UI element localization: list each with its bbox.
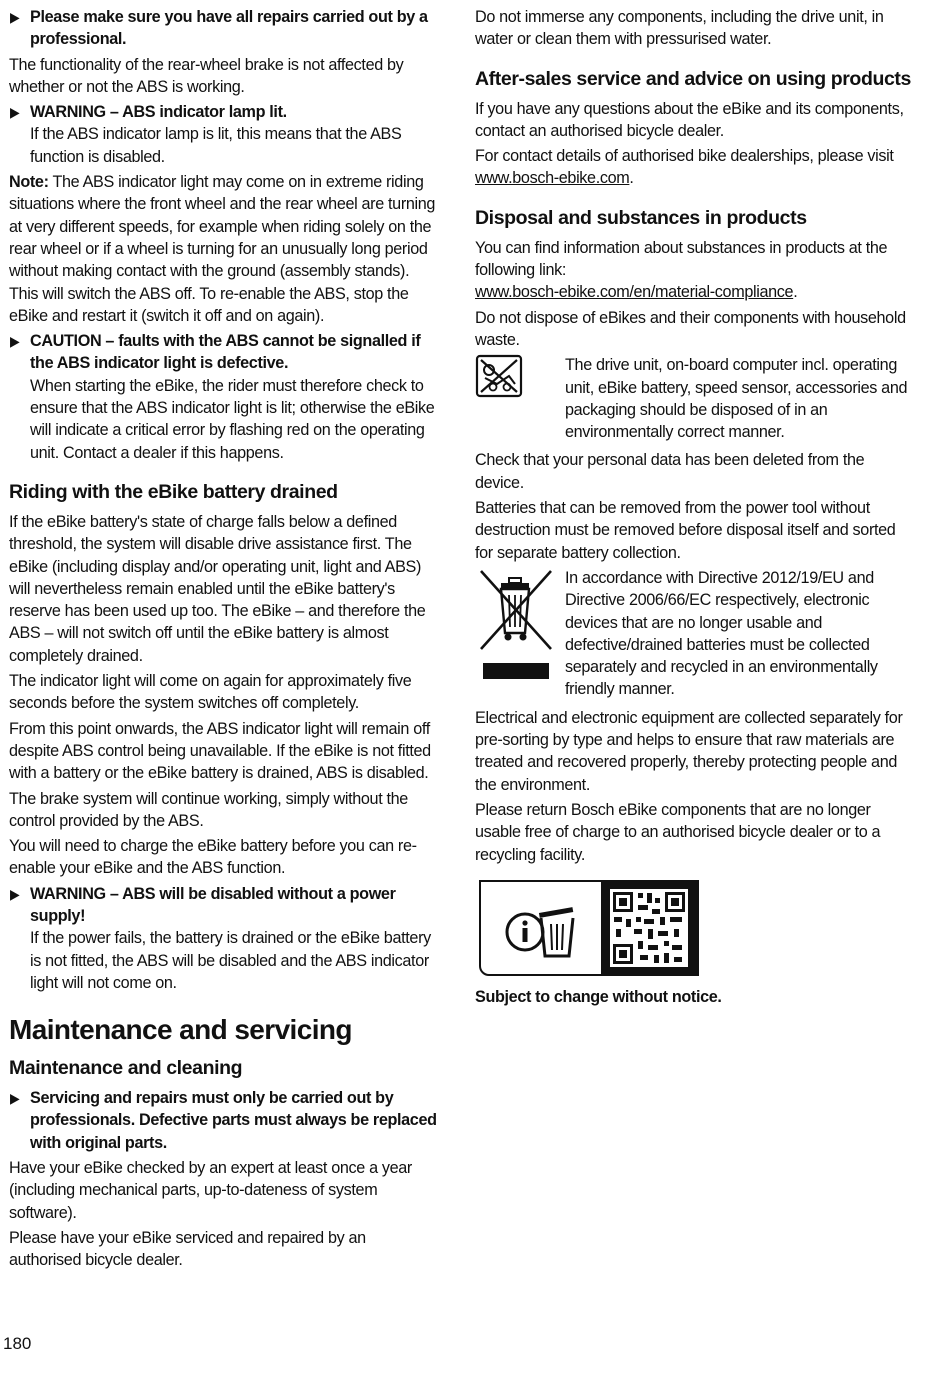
paragraph: [475, 145, 911, 190]
heading-after-sales: After-sales service and advice on using products: [475, 67, 911, 90]
paragraph: Batteries that can be removed from the power tool without destruction must be removed before disposal itself and sorted for separate battery collection.: [475, 499, 896, 562]
bullet-lead: WARNING – ABS indicator lamp lit.: [30, 103, 287, 122]
paragraph: If you have any questions about the eBike and its components, contact an authorised bicycle dealer.: [475, 99, 904, 140]
text: .: [793, 283, 798, 302]
heading-disposal: Disposal and substances in products: [475, 206, 807, 229]
bullet-body: If the ABS indicator lamp is lit, this means that the ABS function is disabled.: [30, 125, 402, 166]
paragraph: Do not dispose of eBikes and their components with household waste.: [475, 308, 906, 349]
no-household-waste-icon: [475, 354, 565, 446]
bullet-text: Please make sure you have all repairs carried out by a professional.: [30, 8, 428, 49]
disposal-icon-row: [475, 354, 911, 446]
material-compliance-link[interactable]: www.bosch-ebike.com/en/material-compliance: [475, 283, 794, 302]
paragraph: From this point onwards, the ABS indicator light will remain off despite ABS control being unavailable. If the eBike is not fitted with a battery or the eBike battery is drained, ABS is disabled.: [9, 719, 431, 783]
footer-notice: Subject to change without notice.: [475, 987, 722, 1006]
paragraph: The functionality of the rear-wheel brake is not affected by whether or not the ABS is working.: [9, 55, 404, 96]
text: .: [629, 169, 634, 188]
paragraph: Please return Bosch eBike components that are no longer usable free of charge to an authorised bicycle dealer or to a recycling facility.: [475, 800, 881, 864]
paragraph: Please have your eBike serviced and repaired by an authorised bicycle dealer.: [9, 1228, 366, 1270]
recycling-info-badge: [479, 880, 699, 976]
paragraph: You will need to charge the eBike battery before you can re-enable your eBike and the ABS function.: [9, 837, 417, 878]
crossed-bin-icon: [475, 567, 565, 704]
paragraph: [475, 237, 911, 304]
bullet-triangle-icon: ▶: [10, 1090, 20, 1107]
icon-text: The drive unit, on-board computer incl. operating unit, eBike battery, speed sensor, accessories and packaging should be disposed of in an environmentally correct manner.: [565, 356, 908, 442]
bullet-body: When starting the eBike, the rider must therefore check to ensure that the ABS indicator light is lit; otherwise the eBike will indicate a critical error by flashing red on the operating unit. Contact a dealer if this happens.: [30, 376, 435, 462]
bosch-ebike-link[interactable]: www.bosch-ebike.com: [475, 169, 630, 188]
bullet-triangle-icon: ▶: [10, 104, 20, 121]
bullet-triangle-icon: ▶: [10, 885, 20, 902]
paragraph: The brake system will continue working, simply without the control provided by the ABS.: [9, 789, 408, 830]
paragraph: If the eBike battery's state of charge falls below a defined threshold, the system will disable drive assistance first. The eBike (including display and/or operating unit, light and ABS) will nevertheless remain enabled until the eBike battery's reserve has been used up too. The eBike – and therefore the ABS – will not switch off until the eBike battery is almost completely drained.: [9, 512, 426, 665]
paragraph: Check that your personal data has been deleted from the device.: [475, 451, 865, 492]
bullet-triangle-icon: ▶: [10, 333, 20, 350]
bullet-body: If the power fails, the battery is drained or the eBike battery is not fitted, the ABS will be disabled and the ABS indicator light will not come on.: [30, 929, 431, 992]
bullet-warning-lamp: [9, 101, 441, 168]
left-column: [9, 6, 441, 1275]
right-column: [475, 6, 911, 1011]
heading-battery-drained: Riding with the eBike battery drained: [9, 480, 338, 503]
bullet-servicing: [9, 1087, 441, 1154]
bullet-text: Servicing and repairs must only be carried out by professionals. Defective parts must always be replaced with original parts.: [30, 1089, 437, 1152]
weee-icon-row: [475, 567, 911, 704]
note-paragraph: [9, 171, 441, 327]
page-number: 180: [3, 1334, 32, 1353]
bullet-warning-power: [9, 883, 441, 994]
text: You can find information about substances in products at the following link:: [475, 238, 888, 280]
paragraph: Do not immerse any components, including the drive unit, in water or clean them with pressurised water.: [475, 8, 884, 49]
paragraph: Electrical and electronic equipment are collected separately for pre-sorting by type and helps to ensure that raw materials are treated and recovered properly, thereby protecting people and the environment.: [475, 708, 903, 794]
icon-text: In accordance with Directive 2012/19/EU and Directive 2006/66/EC respectively, electronic devices that are no longer usable and defective/drained batteries must be collected separately and recycled in an environmentally friendly manner.: [565, 568, 878, 699]
note-label: Note:: [9, 173, 49, 192]
paragraph: Have your eBike checked by an expert at least once a year (including mechanical parts, up-to-dateness of system software).: [9, 1159, 412, 1222]
info-bin-icon: [481, 882, 601, 974]
text: For contact details of authorised bike dealerships, please visit: [475, 147, 894, 166]
qr-code[interactable]: [601, 882, 697, 974]
heading-maintenance-cleaning: Maintenance and cleaning: [9, 1057, 243, 1080]
bullet-triangle-icon: ▶: [10, 9, 20, 25]
bullet-repairs: [9, 6, 441, 51]
bullet-lead: CAUTION – faults with the ABS cannot be signalled if the ABS indicator light is defective.: [30, 332, 421, 373]
paragraph: The indicator light will come on again for approximately five seconds before the system switches off completely.: [9, 672, 412, 713]
note-text: The ABS indicator light may come on in extreme riding situations where the front wheel and the rear wheel are turning at very different speeds, for example when riding solely on the rear wheel or if a wheel is turning for an unusually long period without making contact with the ground (assembly stands). This will switch the ABS off. To re-enable the ABS, stop the eBike and restart it (switch it off and on again).: [9, 173, 436, 325]
bullet-lead: WARNING – ABS will be disabled without a power supply!: [30, 884, 396, 925]
heading-maintenance-servicing: Maintenance and servicing: [9, 1014, 352, 1046]
bullet-caution: [9, 330, 441, 464]
